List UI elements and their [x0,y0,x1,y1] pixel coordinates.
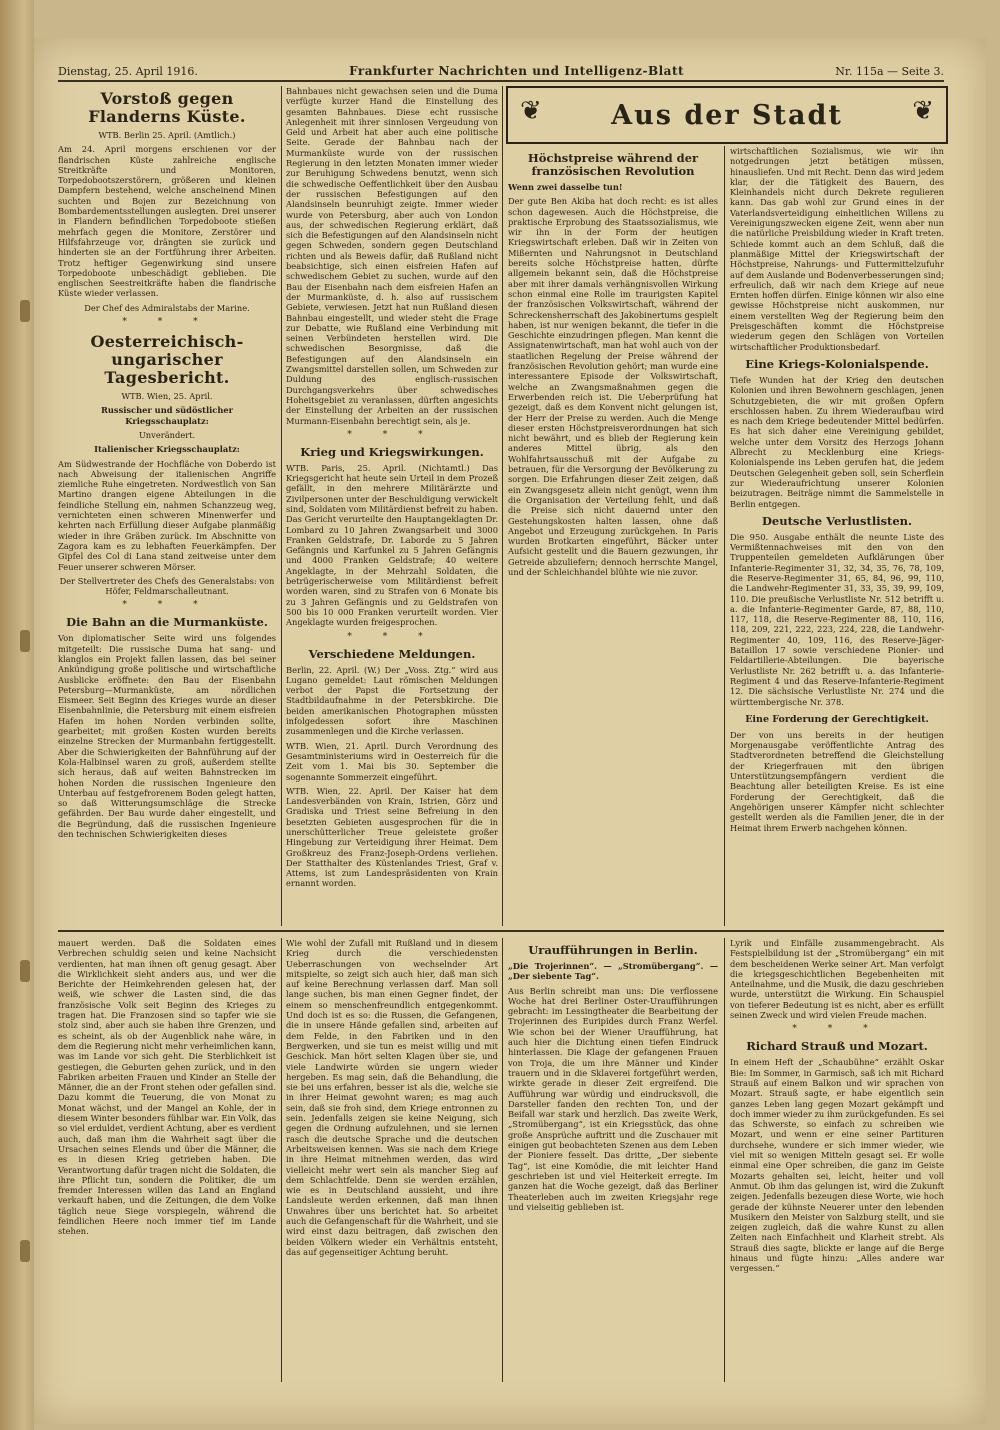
article-text: Der gute Ben Akiba hat doch recht: es ist alles schon dagewesen. Auch die Höchstpreise, die praktische Erprobung des Staatssozialismus, wie wir ihn in der Form der heutigen Kriegswirtschaft erleben. Daß wir in Zeiten von Mißernten und Nahrungsnot in Deutschland bereits solche Höchstpreise hatten, dürfte allgemein bekannt sein, daß die Höchstpreise aber mit ihrer damals verhängnisvollen Wirkung schon einmal eine Rolle im traurigsten Kapitel der französischen Volkswirtschaft, während der Schreckensherrschaft des Jakobinertums gespielt haben, ist nur wenigen bekannt, die tiefer in die Geschichte einzudringen pflegen. Man kennt die Assignatenwirtschaft, man hat wohl auch von der staatlichen Regelung der Preise während der französischen Revolution gehört; man wurde eine interessantere Episode der Volkswirtschaft, welche an Zwangsmaßnahmen gegen die Erwerbenden reich ist. Die Ueberprüfung hat gezeigt, daß es dem Konvent nicht gelungen ist, der Herr der Preise zu werden. Auch die Menge dieser ersten Höchstpreisverordnungen hat sich nicht bewährt, und es blieb der Regierung kein anderes Mittel übrig, als den Wohlfahrtsausschuß mit der Aufgabe zu betrauen, für die Versorgung der Bevölkerung zu sorgen. Die Erfahrungen dieser Zeit zeigen, daß ein Zwangsgesetz allein nicht genügt, wenn ihm die Organisation der Verteilung fehlt, und daß die Preise sich nicht dauernd unter den Gestehungskosten halten lassen, ohne daß Angebot und Erzeugung zurückgehen. In Paris wurden Brotkarten eingeführt, Bäcker unter Aufsicht gestellt und die Bauern gezwungen, ihr Getreide abzuliefern; dennoch herrschte Mangel, und der Schleichhandel blühte wie nie zuvor. [508,196,718,577]
article-text: mauert werden. Daß die Soldaten eines Verbrechen schuldig seien und keine Nachsicht verdienten, hat man ihnen oft genug gesagt. Aber die Wirklichkeit sieht anders aus, und wer die Berichte der Heimkehrenden gelesen hat, der weiß, wie schwer die Lasten sind, die das französische Volk seit Beginn des Krieges zu tragen hat. Die Franzosen sind so tapfer wie sie stolz sind, aber auch sie haben ihre Grenzen, und es scheint, als ob der Augenblick nahe wäre, in dem die Regierung nicht mehr verheimlichen kann, was im Lande vor sich geht. Die Sterblichkeit ist gestiegen, die Geburten gehen zurück, und in den Fabriken arbeiten Frauen und Kinder an Stelle der Männer, die an der Front stehen oder gefallen sind. Dazu kommt die Teuerung, die von Monat zu Monat wächst, und der Mangel an Kohle, der in diesem Winter besonders fühlbar war. Ein Volk, das so viel erduldet, verdient Achtung, aber es verdient auch, daß man ihm die Wahrheit sagt über die Ursachen seines Elends und über die Männer, die es in diesen Krieg getrieben haben. Die Verantwortung dafür tragen nicht die Soldaten, die ihre Pflicht tun, sondern die Politiker, die um fremder Interessen willen das Land an England verkauft haben, und die Zeitungen, die dem Volke täglich neue Siege vorspiegeln, während die feindlichen Heere noch immer tief im Lande stehen. [58,938,276,1237]
signature: Der Stellvertreter des Chefs des Generalstabs: von Höfer, Feldmarschalleutnant. [59,575,275,597]
column-5 [58,938,276,1382]
separator: * * * [122,317,212,328]
headline-kolonialspende: Eine Kriegs-Kolonialspende. [745,356,929,371]
article-text: Am 24. April morgens erschienen vor der flandrischen Küste zahlreiche englische Streitkräfte und Monitoren, Torpedobootszerstörern, größeren und kleinen Dampfern bestehend, welche anscheinend Minen suchten und Bojen zur Bezeichnung von Bombardementsstellungen auslegten. Drei unserer in Flandern befindlichen Torpedoboote stießen mehrfach gegen die Monitore, Zerstörer und Hilfsfahrzeuge vor, drängten sie zurück und hinderten sie an der Fortführung ihrer Arbeiten. Trotz heftiger Gegenwirkung sind unsere Torpedoboote unbeschädigt geblieben. Die englischen Seestreitkräfte haben die flandrische Küste wieder verlassen. [58,144,276,299]
article-text: WTB. Wien, 22. April. Der Kaiser hat dem Landesverbänden von Krain, Istrien, Görz und Gradiska und Triest seine Befreiung in den besetzten Gebieten ausgesprochen für die in unerschütterlicher Treue geleistete großer Hingebung zur Verteidigung ihrer Heimat. Dem Großkreuz des Franz-Joseph-Ordens verliehen. Der Statthalter des Küstenlandes Triest, Graf v. Attems, ist zum Landespräsidenten von Krain ernannt worden. [286,785,498,889]
column-rule [281,86,282,926]
section-rule [58,930,944,932]
column-3 [508,146,718,924]
binding-gutter [0,0,34,1430]
binding-stitch [20,300,30,322]
headline-verlustlisten: Deutsche Verlustlisten. [761,513,913,528]
subhead: „Die Trojerinnen“. — „Stromübergang“. — „Der siebente Tag“. [508,961,718,982]
ornament-icon: ❦ [912,96,934,126]
dateline: WTB. Berlin 25. April. (Amtlich.) [98,130,236,140]
issue-page: Nr. 115a — Seite 3. [835,65,944,78]
separator: * * * [347,429,437,440]
headline-austria: Oesterreichisch-ungarischer Tagesbericht. [90,332,244,388]
separator: * * * [122,600,212,611]
subhead: Wenn zwei dasselbe tun! [508,182,623,192]
column-rule [502,938,503,1382]
column-1 [58,86,276,924]
issue-date: Dienstag, 25. April 1916. [58,65,198,78]
article-text: Am Südwestrande der Hochfläche von Doberdo ist nach Abweisung der italienischen Angriffe ziemliche Ruhe eingetreten. Nordwestlich von San Martino drangen eigene Abteilungen in die feindliche Stellung ein, nahmen Schanzzeug weg, vernichteten einen schweren Minenwerfer und kehrten nach Erfüllung dieser Aufgabe planmäßig wieder in ihre Gräben zurück. Im Abschnitte von Zagora kam es zu lebhaften Feuerkämpfen. Der Gipfel des Col di Lana stand zeitweise unter dem Feuer unserer schweren Mörser. [58,458,276,572]
column-4 [730,146,944,924]
column-6 [286,938,498,1382]
ornament-icon: ❦ [520,96,542,126]
headline-urauffuehrungen: Uraufführungen in Berlin. [528,943,698,957]
section-banner [506,86,948,144]
headline-hoechstpreise: Höchstpreise während der französischen Revolution [527,151,699,178]
binding-stitch [20,630,30,652]
article-text: Aus Berlin schreibt man uns: Die verflossene Woche hat drei Berliner Oster-Uraufführungen gebracht: im Lessingtheater die Bearbeitung der Trojerinnen des Euripides durch Franz Werfel. Wie schon bei der Wiener Uraufführung, hat auch hier die Dichtung einen tiefen Eindruck hinterlassen. Die Klage der gefangenen Frauen von Troja, die um ihre Männer und Kinder trauern und in die Sklaverei fortgeführt werden, wirkte gerade in dieser Zeit ergreifend. Die Aufführung war würdig und eindrucksvoll, die Darsteller fanden den rechten Ton, und der Beifall war stark und herzlich. Das zweite Werk, „Stromübergang“, ist ein Kriegsstück, das ohne große Ansprüche auftritt und die Zuschauer mit einigen gut beobachteten Szenen aus dem Leben der Pioniere fesselt. Das dritte, „Der siebente Tag“, ist eine Komödie, die mit leichter Hand geschrieben ist und viel Heiterkeit erregte. Im ganzen hat die Woche gezeigt, daß das Berliner Theaterleben auch im zweiten Kriegsjahr rege und vielseitig geblieben ist. [508,985,718,1212]
column-rule [281,938,282,1382]
section-title: Aus der Stadt [611,99,843,131]
article-text: Bahnbaues nicht gewachsen seien und die Duma verfügte kurzer Hand die Einstellung des gesamten Bahnbaues. Diese echt russische Anlegenheit mit ihrer sinnlosen Vergeudung von Geld und Arbeit hat aber auch eine politische Seite. Gerade der Bahnbau nach der Murmanküste wurde von der russischen Regierung in den letzten Monaten immer wieder zur Beruhigung Schwedens benutzt, wenn sich die schwedische Oeffentlichkeit über den Ausbau der russischen Befestigungen auf den Alandsinseln beunruhigt zeigte. Immer wieder wurde von Petersburg, aber auch von London aus, der schwedischen Regierung erklärt, daß sich die Befestigungen auf den Alandsinseln nicht gegen Schweden, sondern gegen Deutschland richten und als Beweis dafür, daß Rußland nicht beabsichtige, sich einen eisfreien Hafen auf schwedischem Gebiet zu suchen, wurde auf den Bau der Eisenbahn nach dem eisfreien Hafen an der Murmanküste, d. h. also auf russischem Gebiete, verwiesen. Jetzt hat nun Rußland diesen Bahnbau eingestellt, und wieder steht die Frage zur Debatte, wie Rußland eine Verbindung mit seinen Verbündeten herstellen wird. Die schwedischen Besorgnisse, daß die Befestigungen auf den Alandsinseln ein Zwangsmittel darstellen sollen, um Schweden zur Duldung des englisch-russischen Durchgangsverkehrs über schwedisches Hoheitsgebiet zu veranlassen, dürften angesichts der Einstellung der Arbeiten an der russischen Murmann-Eisenbahn berechtigt sein, als je. [286,86,498,426]
article-text: Der von uns bereits in der heutigen Morgenausgabe veröffentlichte Antrag des Stadtverordneten betreffend die Gleichstellung der Kriegerfrauen mit den übrigen Unterstützungsempfängern verdient die Beachtung aller beteiligten Kreise. Es ist eine Forderung der Gerechtigkeit, daß die Angehörigen unserer Kämpfer nicht schlechter gestellt werden als die Familien jener, die in der Heimat ihrem Erwerb nachgehen können. [730,729,944,833]
masthead [58,54,944,82]
column-8 [730,938,944,1382]
article-text: WTB. Paris, 25. April. (Nichtamtl.) Das Kriegsgericht hat heute sein Urteil in dem Prozeß gefällt, in den mehrere Militärärzte und Zivilpersonen unter der Beschuldigung verwickelt sind, Soldaten vom Militärdienst befreit zu haben. Das Gericht verurteilte den Hauptangeklagten Dr. Lombard zu 10 Jahren Zwangsarbeit und 3000 Franken Geldstrafe, Dr. Laborde zu 5 Jahren Gefängnis und Karfunkel zu 5 Jahren Gefängnis und 4000 Franken Geldstrafe; 40 weitere Angeklagte, in der Mehrzahl Soldaten, die betrügerischerweise vom Militärdienst befreit worden waren, sind zu Strafen von 6 Monate bis zu 3 Jahren Gefängnis und zu Geldstrafen von 500 bis 10 000 Franken verurteilt worden. Vier Angeklagte wurden freigesprochen. [286,462,498,628]
article-text: Wie wohl der Zufall mit Rußland und in diesem Krieg durch die verschiedensten Ueberraschungen von wechselnder Art mitspielte, so zeigt sich auch hier, daß man sich auf keine Berechnung verlassen darf. Man soll lange suchen, bis man einen Gegner findet, der einem so menschenfreundlich entgegenkommt. Und doch ist es so: die Russen, die Gefangenen, die in unsere Hände gefallen sind, arbeiten auf dem Felde, in den Fabriken und in den Bergwerken, und sie tun es meist willig und mit Geschick. Man hört selten Klagen über sie, und viele Landwirte würden sie ungern wieder hergeben. Es mag sein, daß die Behandlung, die sie bei uns erfahren, besser ist als die, welche sie in ihrer Heimat gewohnt waren; es mag auch sein, daß sie froh sind, dem Kriege entronnen zu sein. Jedenfalls zeigen sie keine Neigung, sich gegen die Ordnung aufzulehnen, und sie lernen rasch die deutsche Sprache und die deutschen Arbeitsweisen kennen. Was sie nach dem Kriege in ihre Heimat mitnehmen werden, das wird vielleicht mehr wert sein als mancher Sieg auf dem Schlachtfelde. Denn sie werden erzählen, wie es in Deutschland aussieht, und ihre Landsleute werden erkennen, daß man ihnen Unwahres über uns berichtet hat. So arbeitet auch die Gefangenschaft für die Wahrheit, und sie wird einst dazu beitragen, daß zwischen den beiden Völkern wieder ein Verhältnis entsteht, das auf gegenseitiger Achtung beruht. [286,938,498,1257]
subhead: Russischer und südöstlicher Kriegsschauplatz: [100,405,234,426]
article-text: Lyrik und Einfälle zusammengebracht. Als Festspielbildung ist der „Stromübergang“ ein mit dem bescheidenen Werke seiner Art. Man verfolgt die kriegsgeschichtlichen Begebenheiten mit Anteilnahme, und die Musik, die dazu geschrieben wurde, unterstützt die Wirkung. Ein Schauspiel von tieferer Bedeutung ist es nicht, aber es erfüllt seinen Zweck und wird vielen Freude machen. [730,938,944,1021]
column-7 [508,938,718,1382]
dateline: WTB. Wien, 25. April. [121,391,213,402]
article-text: WTB. Wien, 21. April. Durch Verordnung des Gesamtministeriums wird in Oesterreich für die Zeit vom 1. Mai bis 30. September die sogenannte Sommerzeit eingeführt. [286,740,498,782]
article-text: Tiefe Wunden hat der Krieg den deutschen Kolonien und ihren Bewohnern geschlagen, jenen Schutzgebieten, die wir mit großen Opfern erschlossen haben. Zu ihrem Wiederaufbau wird es nach dem Kriege bedeutender Mittel bedürfen. Es hat sich daher eine Vereinigung gebildet, welche unter dem Vorsitz des Herzogs Johann Albrecht zu Mecklenburg eine Kriegs-Kolonialspende ins Leben gerufen hat, die jedem Deutschen Gelegenheit geben soll, sein Scherflein zur Wiederaufrichtung unserer Kolonien beizutragen. Beiträge nimmt die Sammelstelle in Berlin entgegen. [730,374,944,509]
headline-krieg: Krieg und Kriegswirkungen. [300,444,484,459]
column-rule [724,938,725,1382]
subhead: Italienischer Kriegsschauplatz: [94,444,240,455]
article-text: Die 950. Ausgabe enthält die neunte Liste des Vermißtennachweises mit den von den Truppenteilen gemeldeten Aufklärungen über Infanterie-Regimenter 31, 32, 34, 35, 76, 78, 109, die Reserve-Regimenter 31, 65, 84, 96, 99, 110, die Landwehr-Regimenter 31, 33, 35, 39, 99, 109, 110. Die preußische Verlustliste Nr. 512 betrifft u. a. die Infanterie-Regimenter Garde, 87, 88, 110, 117, 118, die Reserve-Regimenter 88, 110, 116, 118, 209, 221, 222, 223, 224, 228, die Landwehr-Regimenter 40, 109, 116, des Reserve-Jäger-Bataillon 17 sowie verschiedene Pionier- und Feldartillerie-Abteilungen. Die bayerische Verlustliste Nr. 262 betrifft u. a. das Infanterie-Regiment 4 und das Reserve-Infanterie-Regiment 12. Die sächsische Verlustliste Nr. 274 und die württembergische Nr. 378. [730,531,944,707]
separator: * * * [347,631,437,642]
headline-gerechtigkeit: Eine Forderung der Gerechtigkeit. [745,713,929,725]
article-text: In einem Heft der „Schaubühne“ erzählt Oskar Bie: Im Sommer, in Garmisch, saß ich mit Richard Strauß auf einem Balkon und wir sprachen von Mozart. Strauß sagte, er habe eigentlich sein ganzes Leben lang gegen Mozart gekämpft und doch immer wieder zu ihm zurückgefunden. Es sei das Schwerste, so einfach zu schreiben wie Mozart, und wenn er eine seiner Partituren durchsehe, wundere er sich immer wieder, wie viel mit so wenigen Mitteln gesagt sei. Er wolle einmal eine Oper schreiben, die ganz im Geiste Mozarts gehalten sei, leicht, heiter und voll Anmut. Ob ihm das gelungen ist, wird die Zukunft zeigen. Jedenfalls bezeugen diese Worte, wie hoch gerade der kühnste Neuerer unter den lebenden Musikern den Meister von Salzburg stellt, und sie zeigen zugleich, daß die wahre Kunst zu allen Zeiten nach Einfachheit und Klarheit strebt. Als Strauß dies sagte, blickte er lange auf die Berge hinaus und fügte hinzu: „Alles andere war vergessen.“ [730,1057,944,1274]
binding-stitch [20,960,30,982]
headline-murman: Die Bahn an die Murmanküste. [66,615,268,630]
binding-stitch [20,1240,30,1262]
separator: * * * [792,1024,882,1035]
column-2 [286,86,498,924]
signature: Der Chef des Admiralstabs der Marine. [84,302,250,313]
article-text: wirtschaftlichen Sozialismus, wie wir ihn notgedrungen jetzt betätigen müssen, hinausliefen. Und mit Recht. Denn das wird jedem klar, der die Tätigkeit des Bauern, des Kleinhandels nicht durch Dekrete regulieren kann. Das gab wohl zur Grund eines in der Vaterlandsverteidigung einheitlichen Willens zu Vereinigungszwecken eigene Zeit, wenn aber nun die natürliche Preisbildung wieder in Kraft treten. Schiede kommt auch an dem Schluß, daß die planmäßige Mittel der Kriegswirtschaft der Höchstpreise, Nahrungs- und Futtermittelzufuhr auf dem Auslande und Bodenverbesserungen sind; erfreulich, daß wir nach dem Kriege auf neue Ernten hoffen dürfen. Einige können wir also eine gewisse Höchstpreise nicht auskommen, nur einem verstellten Weg der Regierung beim den Preisgeschäften kommt die Höchstpreise wiederum gegen den Schlägen von Vorteilen wirtschaftlicher Produktionsbedarf. [730,146,944,352]
column-rule [724,146,725,926]
paper-name: Frankfurter Nachrichten und Intelligenz-Blatt [349,64,685,78]
headline-flanders: Vorstoß gegen Flanderns Küste. [88,89,246,126]
article-text: Von diplomatischer Seite wird uns folgendes mitgeteilt: Die russische Duma hat sang- und klanglos ein Projekt fallen lassen, das bei seiner Ankündigung große politische und wirtschaftliche Ausblicke eröffnete: den Bau der Eisenbahn Petersburg—Murmanküste, am nördlichen Eismeer. Seit Beginn des Krieges wurde an dieser Eisenbahnlinie, die Petersburg mit einem eisfreien Hafen im hohen Norden verbinden sollte, gearbeitet; mit großen Kosten wurden bereits einzelne Strecken der Murmanbahn fertiggestellt. Aber die Schwierigkeiten der Bahnführung auf der Kola-Halbinsel waren zu groß, außerdem stellte sich heraus, daß auf weiten Bahnstrecken im hohen Norden die russischen Ingenieure den Unterbau auf festgefrorenem Boden gelegt hatten, so daß Witterungsumschläge die Strecke gefährden. Der Bau wurde daher eingestellt, und die Begründung, daß die russischen Ingenieure den technischen Schwierigkeiten dieses [58,633,276,840]
article-text: Berlin, 22. April. (W.) Der „Voss. Ztg.“ wird aus Lugano gemeldet: Laut römischen Meldungen verbot der Papst die Fortsetzung der Stadtbildaufnahme in der Petersbkirche. Die beiden amerikanischen Photographen müssten infolgedessen sofort ihre Maschinen zusammenlegen und die Kirche verlassen. [286,664,498,737]
subhead: Unverändert. [138,429,196,440]
headline-meldungen: Verschiedene Meldungen. [308,646,476,661]
headline-strauss: Richard Strauß und Mozart. [746,1039,928,1054]
column-rule [502,86,503,926]
